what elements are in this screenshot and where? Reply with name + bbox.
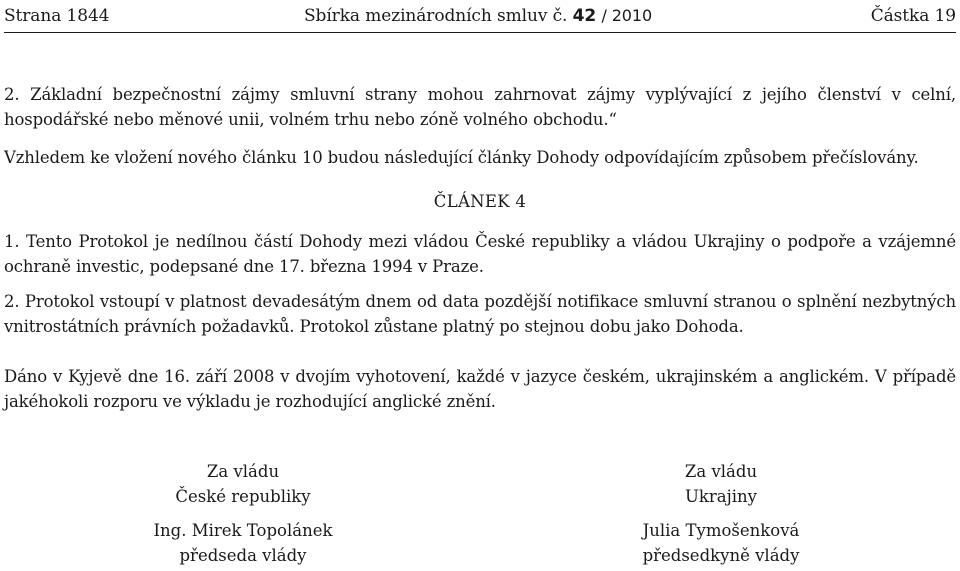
issue-year: / 2010 (601, 6, 653, 25)
paragraph-entry-into-force: 2. Protokol vstoupí v platnost devadesátým dnem od data pozdější notifikace smluvní stranou o splnění nezbytných vnitrostátních právních požadavků. Protokol zůstane platný po stejnou dobu jako Dohoda. (4, 292, 956, 336)
signature-party: České republiky (175, 487, 311, 506)
signature-party: Ukrajiny (685, 487, 757, 506)
part-label: Částka 19 (870, 6, 956, 26)
signatory-title: předseda vlády (179, 546, 307, 565)
signatory-name: Julia Tymošenková (642, 521, 800, 540)
signature-for-line: Za vládu (684, 462, 758, 481)
signatory-czech (113, 518, 373, 568)
signatory-ukraine (591, 518, 851, 568)
collection-title (304, 6, 652, 26)
signatory-name: Ing. Mirek Topolánek (153, 521, 333, 540)
article-heading: ČLÁNEK 4 (433, 192, 527, 211)
signatory-title: předsedkyně vlády (642, 546, 800, 565)
signature-block-ukraine (591, 459, 851, 569)
collection-title-text: Sbírka mezinárodních smluv č. (304, 6, 568, 26)
paragraph-renumbering: Vzhledem ke vložení nového článku 10 budou následující články Dohody odpovídajícím způsobem přečíslovány. (4, 148, 919, 167)
paragraph-done-at: Dáno v Kyjevě dne 16. září 2008 v dvojím vyhotovení, každé v jazyce českém, ukrajinském a anglickém. V případě jakéhokoli rozporu ve výkladu je rozhodující anglické znění. (4, 367, 956, 411)
paragraph-integral-part: 1. Tento Protokol je nedílnou částí Dohody mezi vládou České republiky a vládou Ukrajiny o podpoře a vzájemné ochraně investic, podepsané dne 17. března 1994 v Praze. (4, 232, 956, 276)
signature-party-czech (113, 459, 373, 509)
issue-number: 42 (572, 6, 597, 26)
page-number-label: Strana 1844 (4, 6, 110, 26)
signature-block-czech (113, 459, 373, 569)
page-header (4, 6, 956, 28)
signature-for-line: Za vládu (206, 462, 280, 481)
paragraph-security-interests: 2. Základní bezpečnostní zájmy smluvní strany mohou zahrnovat zájmy vyplývající z jejího členství v celní, hospodářské nebo měnové unii, volném trhu nebo zóně volného obchodu.“ (4, 85, 956, 129)
signature-party-ukraine (591, 459, 851, 509)
header-rule (4, 32, 956, 33)
